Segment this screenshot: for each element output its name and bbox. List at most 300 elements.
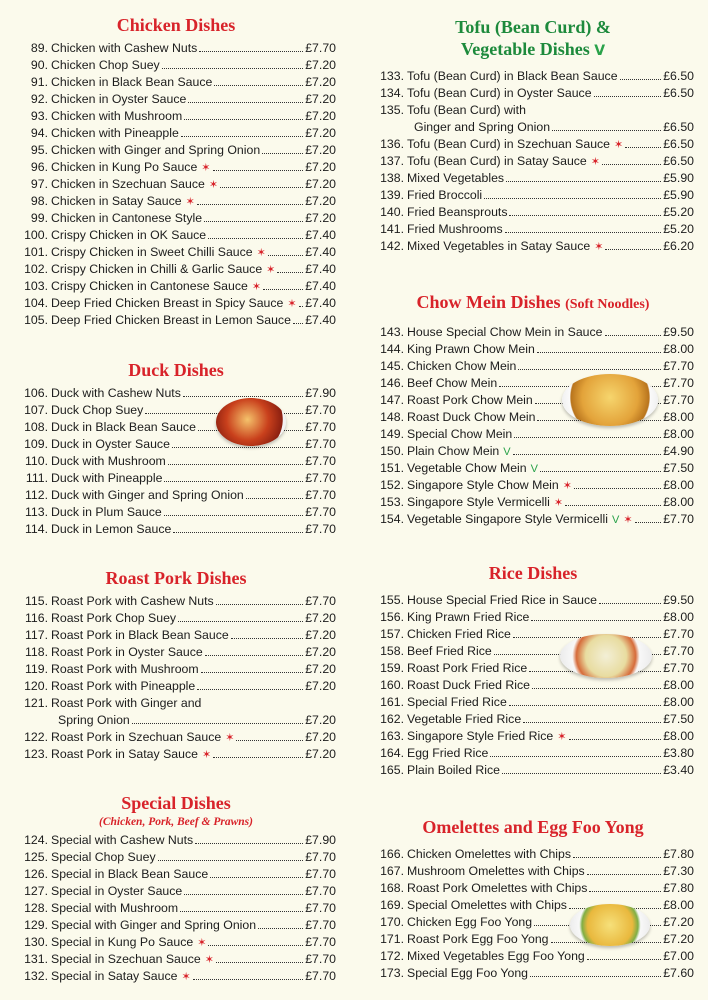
item-price: £7.70 — [305, 471, 336, 485]
menu-item — [16, 295, 336, 312]
dot-leader — [530, 976, 661, 977]
item-number: 94. — [30, 126, 48, 140]
menu-item — [16, 487, 336, 504]
menu-item — [16, 436, 336, 453]
item-number: 108. — [24, 420, 48, 434]
chili-pepper-icon: ✶ — [225, 732, 235, 744]
menu-item — [372, 948, 694, 965]
item-name: Chicken Omelettes with Chips — [407, 847, 572, 861]
item-number: 151. — [380, 461, 404, 475]
item-name: Roast Pork Chow Mein — [407, 393, 533, 407]
dot-leader — [594, 96, 662, 97]
item-name-continued: Spring Onion — [58, 713, 130, 727]
item-price: £5.90 — [663, 171, 694, 185]
item-number: 122. — [24, 730, 48, 744]
item-price: £7.70 — [305, 454, 336, 468]
chili-pepper-icon: ✶ — [590, 156, 600, 168]
item-number: 172. — [380, 949, 404, 963]
item-name: Beef Fried Rice — [407, 644, 492, 658]
item-name: Chicken in Szechuan Sauce — [51, 177, 205, 191]
item-name: Roast Pork with Cashew Nuts — [51, 594, 214, 608]
item-name: Fried Mushrooms — [407, 222, 503, 236]
dot-leader — [574, 488, 661, 489]
dot-leader — [164, 515, 303, 516]
item-number: 169. — [380, 898, 404, 912]
tofu-heading-line1: Tofu (Bean Curd) & — [455, 17, 611, 37]
dot-leader — [506, 181, 661, 182]
item-number: 113. — [24, 505, 48, 519]
item-price: £7.00 — [663, 949, 694, 963]
dot-leader — [268, 255, 303, 256]
item-number: 115. — [24, 594, 48, 608]
menu-item — [372, 677, 694, 694]
menu-item — [16, 610, 336, 627]
dot-leader — [502, 773, 661, 774]
chili-pepper-icon: ✶ — [623, 514, 633, 526]
menu-item — [16, 866, 336, 883]
item-price: £7.20 — [305, 645, 336, 659]
item-number: 159. — [380, 661, 404, 675]
menu-item — [372, 85, 694, 102]
item-price: £3.80 — [663, 746, 694, 760]
item-price: £7.70 — [305, 420, 336, 434]
chili-pepper-icon: ✶ — [208, 179, 219, 191]
dot-leader — [197, 689, 303, 690]
item-name: Vegetable Singapore Style Vermicelli — [407, 512, 608, 526]
dot-leader — [199, 51, 303, 52]
menu-item — [372, 762, 694, 779]
menu-item — [16, 849, 336, 866]
dot-leader — [258, 928, 303, 929]
item-number: 112. — [24, 488, 48, 502]
item-price: £7.40 — [305, 262, 336, 276]
menu-item — [16, 934, 336, 951]
dot-leader — [263, 289, 303, 290]
dot-leader — [184, 119, 303, 120]
item-name: Crispy Chicken in Cantonese Sauce — [51, 279, 248, 293]
item-number: 156. — [380, 610, 404, 624]
item-price: £7.60 — [663, 966, 694, 980]
item-number: 119. — [24, 662, 48, 676]
tofu-items — [372, 68, 694, 255]
dot-leader — [552, 130, 661, 131]
item-number: 146. — [380, 376, 404, 390]
item-number: 149. — [380, 427, 404, 441]
dot-leader — [210, 877, 303, 878]
item-name: Chicken Chop Suey — [51, 58, 160, 72]
item-name: Vegetable Fried Rice — [407, 712, 522, 726]
item-price: £8.00 — [663, 342, 694, 356]
item-number: 128. — [24, 901, 48, 915]
menu-item — [16, 746, 336, 763]
dot-leader — [509, 705, 661, 706]
menu-item — [16, 627, 336, 644]
menu-item — [372, 221, 694, 238]
item-number: 114. — [24, 522, 48, 536]
menu-item — [16, 74, 336, 91]
chow-mein-dish-photo — [562, 374, 658, 426]
menu-item — [372, 965, 694, 982]
menu-item — [372, 846, 694, 863]
item-price: £7.40 — [305, 245, 336, 259]
item-name: Roast Pork in Black Bean Sauce — [51, 628, 229, 642]
dot-leader — [168, 464, 303, 465]
menu-item — [372, 897, 694, 914]
dot-leader — [605, 249, 661, 250]
chow-mein-heading — [372, 291, 694, 316]
dot-leader — [183, 396, 303, 397]
item-price: £7.20 — [305, 730, 336, 744]
dot-leader — [216, 604, 304, 605]
chili-pepper-icon: ✶ — [562, 480, 572, 492]
item-name: Duck with Mushroom — [51, 454, 166, 468]
item-number: 134. — [380, 86, 404, 100]
menu-item — [372, 511, 694, 528]
duck-items — [16, 385, 336, 538]
item-number: 138. — [380, 171, 404, 185]
roast-pork-items — [16, 593, 336, 763]
item-name: Deep Fried Chicken Breast in Spicy Sauce — [51, 296, 284, 310]
item-price: £8.00 — [663, 610, 694, 624]
menu-item — [16, 644, 336, 661]
item-price: £7.40 — [305, 296, 336, 310]
item-number: 173. — [380, 966, 404, 980]
dot-leader — [573, 857, 661, 858]
menu-item — [372, 324, 694, 341]
item-price: £7.70 — [305, 952, 336, 966]
item-name: Chicken Egg Foo Yong — [407, 915, 533, 929]
item-number: 125. — [24, 850, 48, 864]
item-number: 140. — [380, 205, 404, 219]
menu-item — [16, 210, 336, 227]
item-price: £7.70 — [663, 644, 694, 658]
egg-foo-yong-dish-photo — [570, 904, 650, 946]
item-name: Duck Chop Suey — [51, 403, 144, 417]
dot-leader — [184, 894, 303, 895]
item-number: 157. — [380, 627, 404, 641]
dot-leader — [293, 323, 303, 324]
item-name: Chicken in Oyster Sauce — [51, 92, 187, 106]
menu-item — [16, 470, 336, 487]
menu-item — [372, 694, 694, 711]
dot-leader — [178, 621, 303, 622]
item-number: 137. — [380, 154, 404, 168]
menu-item — [372, 592, 694, 609]
item-name: Roast Pork Chop Suey — [51, 611, 177, 625]
dot-leader — [518, 369, 661, 370]
menu-item — [16, 402, 336, 419]
chili-pepper-icon: ✶ — [251, 281, 262, 293]
menu-item — [16, 661, 336, 678]
menu-item — [16, 57, 336, 74]
item-number: 133. — [380, 69, 404, 83]
menu-item — [372, 494, 694, 511]
menu-item — [16, 521, 336, 538]
item-price: £7.20 — [305, 160, 336, 174]
roast-pork-section — [16, 567, 336, 763]
dot-leader — [231, 638, 304, 639]
dot-leader — [589, 891, 661, 892]
item-number: 171. — [380, 932, 404, 946]
item-price: £7.70 — [305, 594, 336, 608]
item-number: 153. — [380, 495, 404, 509]
item-price: £7.20 — [305, 211, 336, 225]
item-price: £9.50 — [663, 325, 694, 339]
item-price: £5.20 — [663, 222, 694, 236]
menu-item — [16, 695, 336, 712]
item-price: £7.70 — [305, 901, 336, 915]
item-number: 111. — [25, 471, 48, 485]
dot-leader — [509, 215, 661, 216]
menu-item — [372, 745, 694, 762]
dot-leader — [625, 147, 661, 148]
menu-item — [372, 153, 694, 170]
item-name: Chicken Fried Rice — [407, 627, 511, 641]
item-number: 130. — [24, 935, 48, 949]
item-price: £7.90 — [305, 833, 336, 847]
item-price: £5.20 — [663, 205, 694, 219]
item-name: Duck with Pineapple — [51, 471, 163, 485]
dot-leader — [514, 437, 661, 438]
item-price: £7.70 — [305, 935, 336, 949]
item-number: 96. — [30, 160, 48, 174]
item-price: £7.20 — [305, 126, 336, 140]
dot-leader — [537, 352, 661, 353]
item-price: £7.70 — [663, 512, 694, 526]
menu-item — [16, 453, 336, 470]
chow-mein-items — [372, 324, 694, 528]
menu-item — [372, 443, 694, 460]
item-name: Tofu (Bean Curd) with — [407, 103, 526, 117]
menu-item — [16, 108, 336, 125]
item-price: £7.40 — [305, 279, 336, 293]
item-number: 109. — [24, 437, 48, 451]
item-price: £7.20 — [305, 194, 336, 208]
item-number: 161. — [380, 695, 404, 709]
item-name: House Special Chow Mein in Sauce — [407, 325, 603, 339]
item-price: £7.70 — [305, 437, 336, 451]
item-name: Chicken with Mushroom — [51, 109, 183, 123]
chili-pepper-icon: ✶ — [287, 298, 297, 310]
item-name: Tofu (Bean Curd) in Satay Sauce — [407, 154, 587, 168]
item-number: 120. — [24, 679, 48, 693]
item-name: Fried Beansprouts — [407, 205, 508, 219]
menu-item — [372, 68, 694, 85]
item-name: Chicken with Ginger and Spring Onion — [51, 143, 261, 157]
menu-item — [372, 358, 694, 375]
dot-leader — [531, 620, 661, 621]
item-name: Beef Chow Mein — [407, 376, 498, 390]
item-price: £7.40 — [305, 228, 336, 242]
item-number: 150. — [380, 444, 404, 458]
item-price: £7.20 — [305, 679, 336, 693]
item-name: Plain Boiled Rice — [407, 763, 500, 777]
dot-leader — [197, 204, 303, 205]
item-name: Duck in Black Bean Sauce — [51, 420, 196, 434]
item-number: 100. — [24, 228, 48, 242]
item-price: £6.50 — [663, 137, 694, 151]
dot-leader — [484, 198, 661, 199]
item-number: 116. — [24, 611, 48, 625]
dot-leader — [132, 723, 303, 724]
item-number: 117. — [24, 628, 48, 642]
dot-leader — [164, 481, 303, 482]
item-number: 170. — [380, 915, 404, 929]
item-name: King Prawn Fried Rice — [407, 610, 530, 624]
fried-rice-dish-photo — [560, 634, 652, 678]
menu-item — [16, 385, 336, 402]
item-name: Special with Cashew Nuts — [51, 833, 194, 847]
item-number: 124. — [24, 833, 48, 847]
vegetarian-v-icon: V — [594, 43, 606, 59]
item-number: 162. — [380, 712, 404, 726]
chicken-heading: Chicken Dishes — [116, 15, 236, 35]
item-name: Roast Pork Egg Foo Yong — [407, 932, 549, 946]
item-price: £7.70 — [663, 359, 694, 373]
item-name: King Prawn Chow Mein — [407, 342, 535, 356]
item-number: 135. — [380, 103, 404, 117]
item-name: Special Fried Rice — [407, 695, 507, 709]
item-number: 165. — [380, 763, 404, 777]
omelettes-heading: Omelettes and Egg Foo Yong — [422, 817, 644, 837]
menu-item — [372, 460, 694, 477]
item-price: £7.70 — [305, 884, 336, 898]
dot-leader — [213, 757, 303, 758]
item-name: Roast Pork in Szechuan Sauce — [51, 730, 222, 744]
dot-leader — [513, 454, 662, 455]
item-price: £7.70 — [305, 918, 336, 932]
tofu-heading-line2 — [372, 38, 694, 62]
item-price: £7.20 — [305, 611, 336, 625]
item-price: £7.70 — [305, 867, 336, 881]
item-number: 143. — [380, 325, 404, 339]
item-name: Chicken in Black Bean Sauce — [51, 75, 213, 89]
item-price: £7.70 — [305, 505, 336, 519]
item-name: Duck in Lemon Sauce — [51, 522, 172, 536]
dot-leader — [540, 471, 661, 472]
dot-leader — [158, 860, 304, 861]
item-name: Chicken with Pineapple — [51, 126, 179, 140]
item-price: £6.50 — [663, 120, 694, 134]
item-name: Special Chop Suey — [51, 850, 156, 864]
item-price: £7.80 — [663, 847, 694, 861]
item-price: £7.50 — [663, 461, 694, 475]
item-number: 131. — [24, 952, 48, 966]
dot-leader — [532, 688, 661, 689]
item-number: 164. — [380, 746, 404, 760]
menu-item — [16, 125, 336, 142]
chili-pepper-icon: ✶ — [553, 497, 564, 509]
menu-item — [16, 227, 336, 244]
omelettes-section — [372, 816, 694, 982]
item-number: 97. — [30, 177, 48, 191]
menu-item — [372, 863, 694, 880]
dot-leader — [246, 498, 303, 499]
item-price: £7.20 — [305, 143, 336, 157]
chili-pepper-icon: ✶ — [594, 241, 604, 253]
item-number: 154. — [380, 512, 404, 526]
item-price: £7.70 — [305, 522, 336, 536]
chili-pepper-icon: ✶ — [181, 971, 191, 983]
item-name: Roast Pork Omelettes with Chips — [407, 881, 588, 895]
item-number: 91. — [30, 75, 48, 89]
dot-leader — [208, 238, 303, 239]
item-number: 144. — [380, 342, 404, 356]
item-name: Special in Oyster Sauce — [51, 884, 183, 898]
item-price: £7.70 — [305, 488, 336, 502]
item-price: £7.70 — [305, 41, 336, 55]
chili-pepper-icon: ✶ — [256, 247, 266, 259]
menu-item — [372, 170, 694, 187]
dot-leader — [490, 756, 661, 757]
tofu-section — [372, 16, 694, 255]
menu-item — [16, 729, 336, 746]
item-price: £7.70 — [305, 850, 336, 864]
dot-leader — [180, 911, 303, 912]
dot-leader — [193, 979, 304, 980]
menu-item — [16, 900, 336, 917]
menu-item — [16, 678, 336, 695]
item-number: 145. — [380, 359, 404, 373]
item-number: 166. — [380, 847, 404, 861]
dot-leader — [195, 843, 303, 844]
item-name: Tofu (Bean Curd) in Oyster Sauce — [407, 86, 592, 100]
item-name: Tofu (Bean Curd) in Szechuan Sauce — [407, 137, 611, 151]
item-name: Special in Szechuan Sauce — [51, 952, 201, 966]
dot-leader — [299, 306, 304, 307]
item-name: Special Egg Foo Yong — [407, 966, 529, 980]
item-price: £5.90 — [663, 188, 694, 202]
item-price: £7.70 — [305, 403, 336, 417]
item-name: Roast Pork Fried Rice — [407, 661, 528, 675]
chili-pepper-icon: ✶ — [185, 196, 195, 208]
item-price: £7.20 — [305, 177, 336, 191]
item-name: Roast Duck Chow Mein — [407, 410, 536, 424]
dot-leader — [505, 232, 662, 233]
item-name: Singapore Style Chow Mein — [407, 478, 559, 492]
dot-leader — [236, 740, 303, 741]
duck-dish-photo — [216, 398, 286, 446]
item-name: House Special Fried Rice in Sauce — [407, 593, 598, 607]
item-number: 158. — [380, 644, 404, 658]
menu-item-continued — [372, 119, 694, 136]
item-price: £7.20 — [305, 92, 336, 106]
item-number: 141. — [380, 222, 404, 236]
item-name: Chicken Chow Mein — [407, 359, 517, 373]
menu-item — [372, 341, 694, 358]
item-price: £7.70 — [663, 661, 694, 675]
item-number: 142. — [380, 239, 404, 253]
menu-item — [16, 312, 336, 329]
chili-pepper-icon: ✶ — [201, 749, 212, 761]
item-price: £7.20 — [305, 58, 336, 72]
menu-item — [16, 159, 336, 176]
item-name: Special in Kung Po Sauce — [51, 935, 194, 949]
item-name: Mixed Vegetables — [407, 171, 505, 185]
dot-leader — [172, 447, 303, 448]
roast-pork-heading: Roast Pork Dishes — [105, 568, 247, 588]
dot-leader — [605, 335, 662, 336]
menu-item — [372, 711, 694, 728]
item-number: 121. — [24, 696, 48, 710]
item-number: 89. — [30, 41, 48, 55]
item-price: £7.20 — [663, 932, 694, 946]
dot-leader — [214, 85, 303, 86]
item-number: 93. — [30, 109, 48, 123]
item-number: 155. — [380, 593, 404, 607]
item-number: 160. — [380, 678, 404, 692]
item-number: 103. — [24, 279, 48, 293]
